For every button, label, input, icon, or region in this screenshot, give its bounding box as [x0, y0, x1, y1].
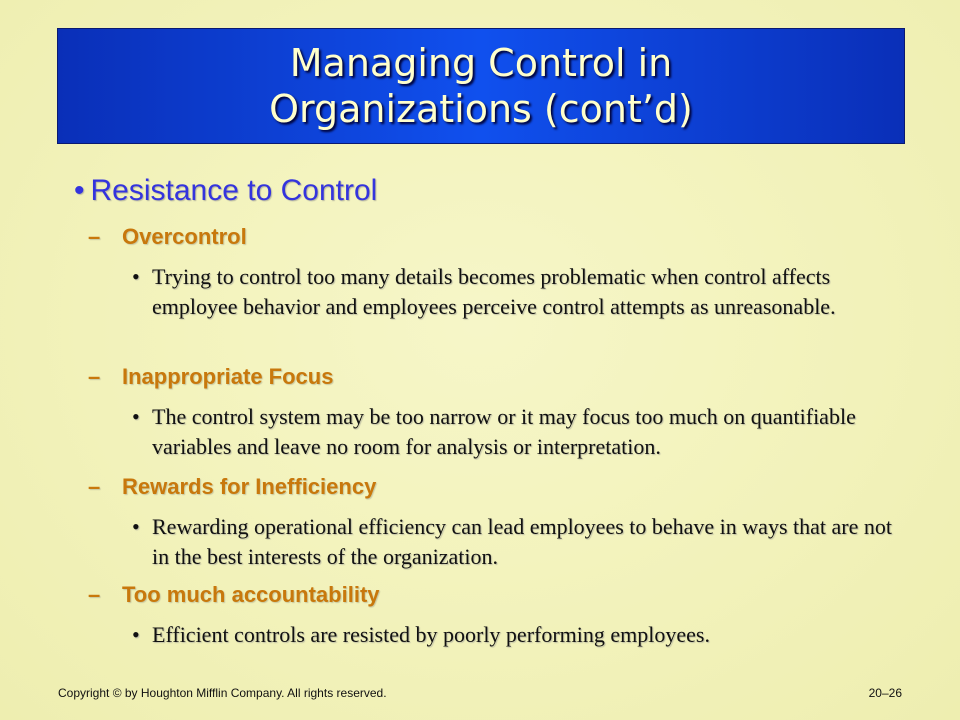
dash-icon: – — [88, 582, 101, 607]
section-point-text: Efficient controls are resisted by poorly performing employees. — [152, 622, 710, 647]
section-heading-inappropriate-focus — [88, 364, 333, 390]
section-point-text: Rewarding operational efficiency can lead employees to behave in ways that are not in the best interests of the organization. — [152, 514, 892, 569]
section-point-inappropriate-focus — [132, 402, 912, 462]
bullet-icon: • — [132, 514, 140, 539]
dash-icon: – — [88, 474, 101, 499]
section-heading-text: Too much accountability — [122, 582, 380, 607]
section-point-overcontrol — [132, 262, 912, 322]
title-bar — [57, 28, 905, 144]
bullet-icon: • — [132, 622, 140, 647]
bullet-icon: • — [132, 404, 140, 429]
section-point-rewards — [132, 512, 912, 572]
slide-title-line-1: Managing Control in — [289, 41, 673, 85]
dash-icon: – — [88, 224, 101, 249]
section-point-accountability — [132, 620, 912, 650]
section-heading-text: Rewards for Inefficiency — [122, 474, 377, 499]
footer-page-number: 20–26 — [868, 686, 902, 700]
section-heading-text: Inappropriate Focus — [122, 364, 334, 389]
bullet-icon: • — [74, 174, 85, 207]
bullet-icon: • — [132, 264, 140, 289]
section-point-text: Trying to control too many details becomes problematic when control affects employee behavior and employees perceive control attempts as unreasonable. — [152, 264, 836, 319]
section-heading-accountability — [88, 582, 380, 608]
footer-copyright: Copyright © by Houghton Mifflin Company. All rights reserved. — [58, 686, 387, 700]
main-bullet-text: Resistance to Control — [90, 174, 378, 207]
slide-title-line-2: Organizations (cont’d) — [269, 87, 693, 131]
dash-icon: – — [88, 364, 101, 389]
section-point-text: The control system may be too narrow or it may focus too much on quantifiable variables and leave no room for analysis or interpretation. — [152, 404, 856, 459]
main-bullet — [74, 174, 377, 208]
section-heading-rewards — [88, 474, 376, 500]
section-heading-overcontrol — [88, 224, 247, 250]
section-heading-text: Overcontrol — [122, 224, 247, 249]
